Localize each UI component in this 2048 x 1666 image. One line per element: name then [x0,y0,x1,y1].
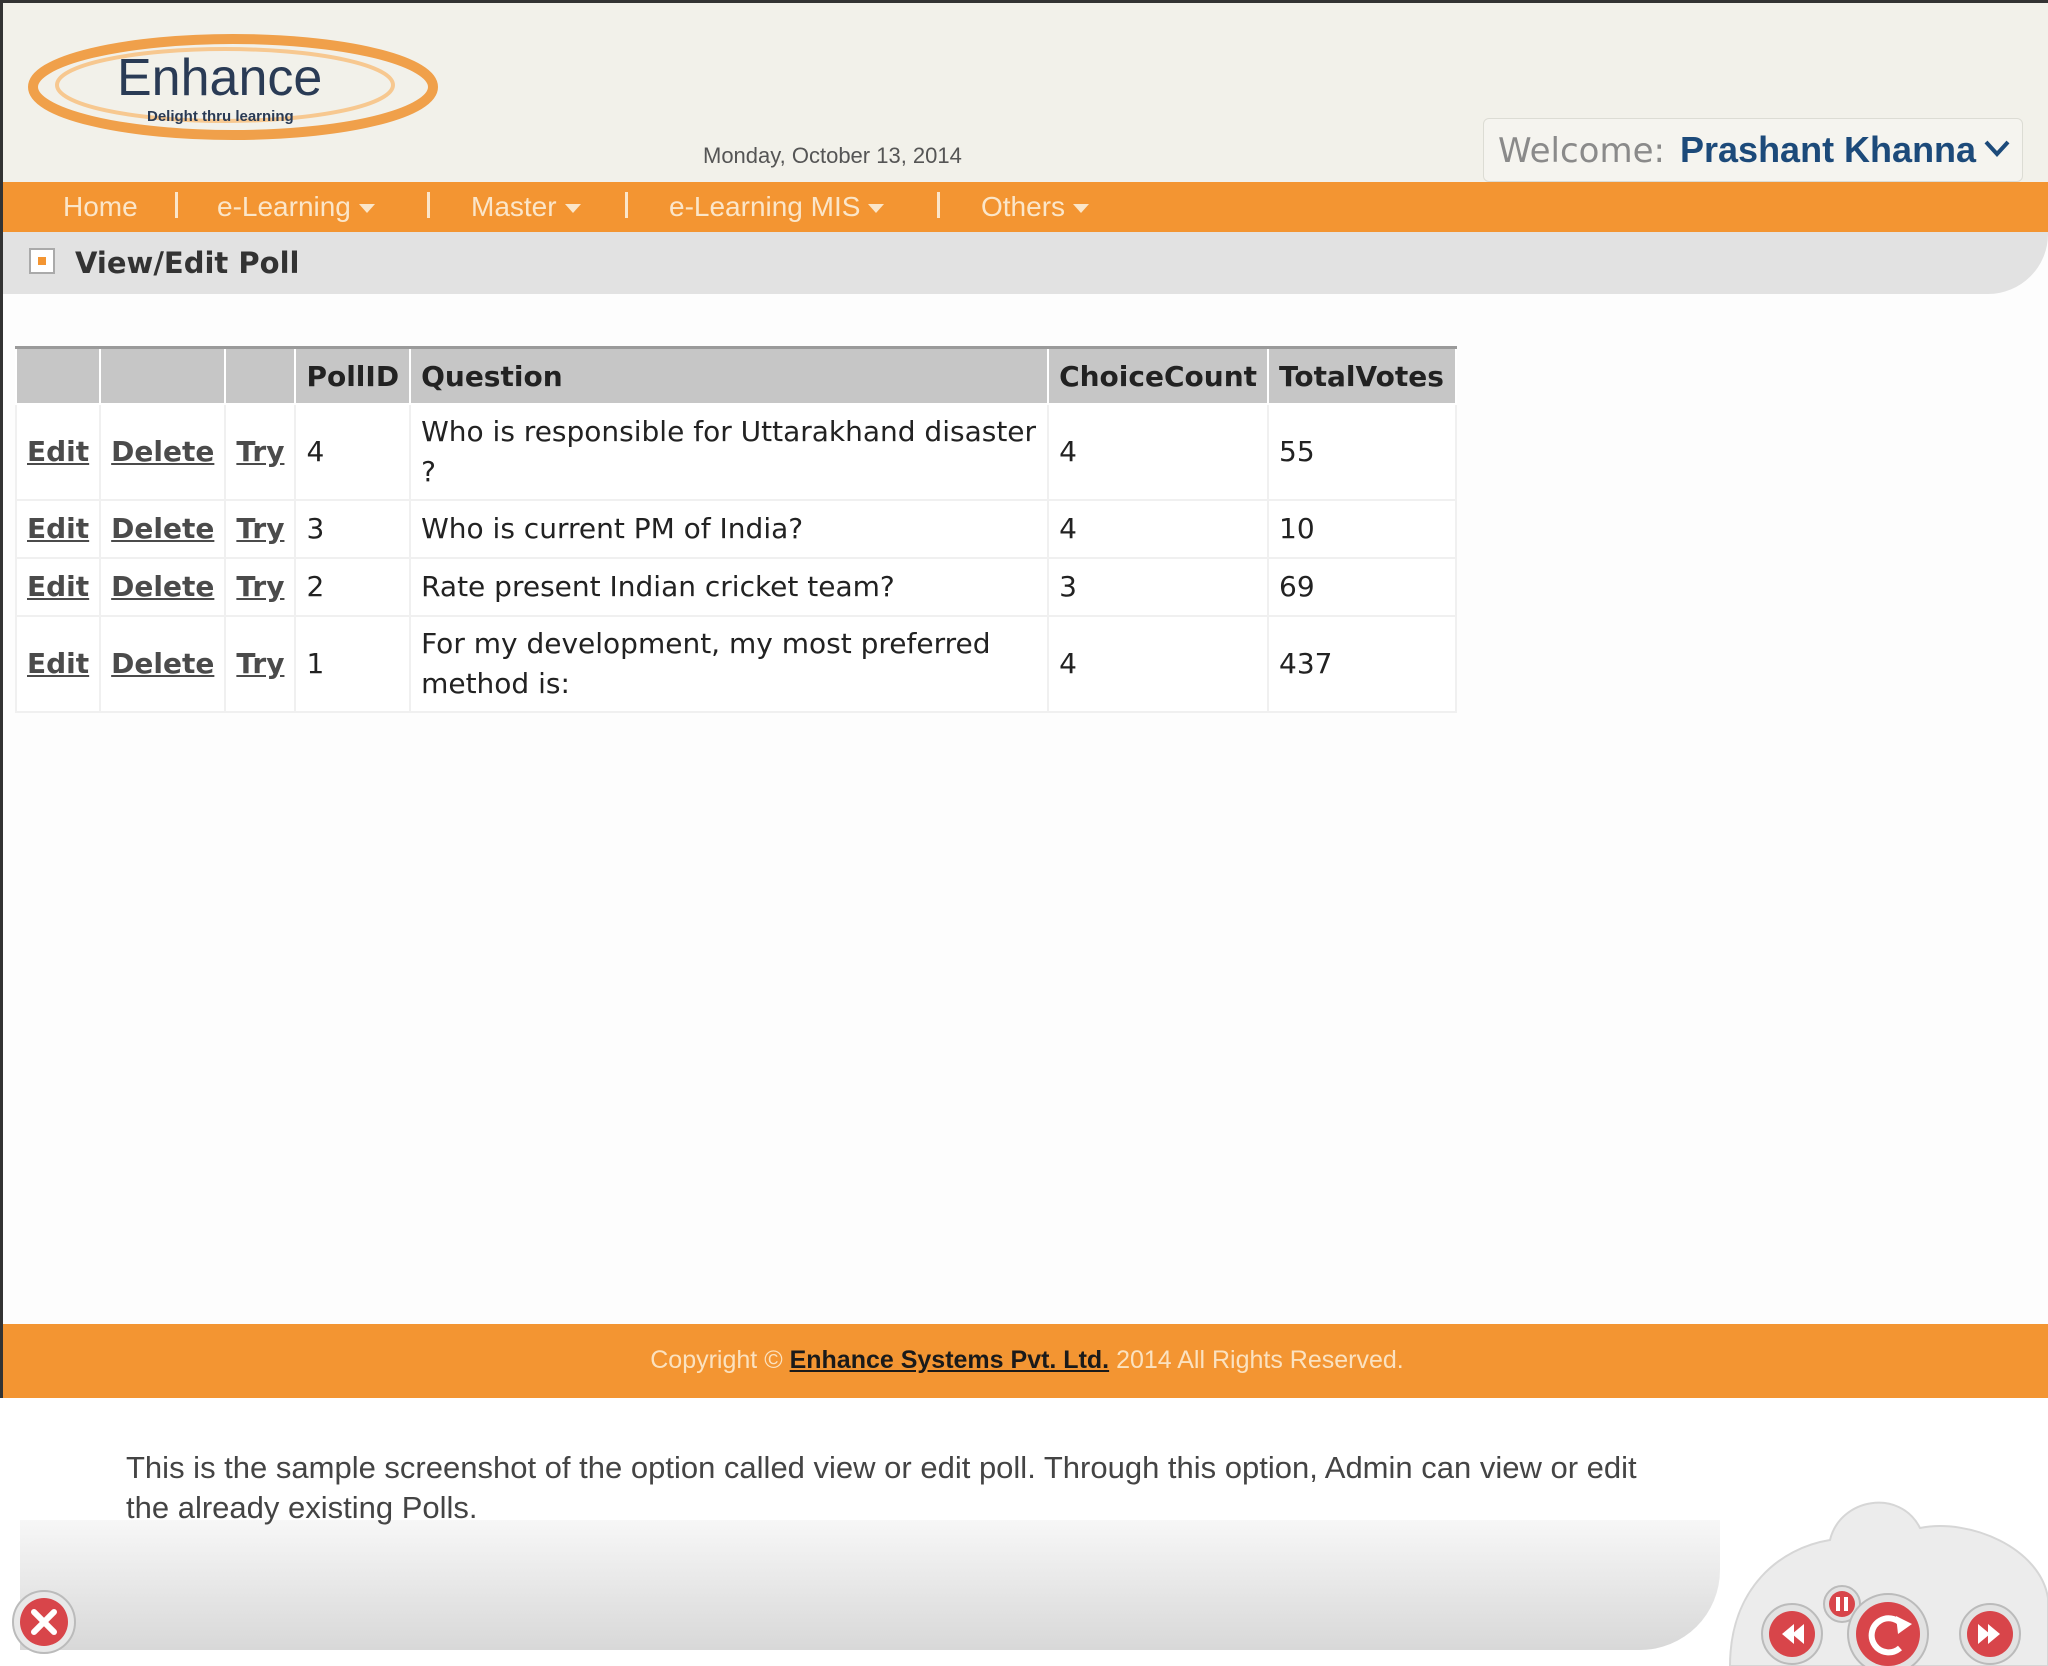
caption-area [0,1398,2048,1666]
total-votes: 437 [1268,616,1456,712]
poll-id: 1 [295,616,410,712]
choice-count: 4 [1048,500,1268,558]
delete-cell [100,500,225,558]
enhance-logo[interactable] [25,31,441,143]
nav-item-e-learning[interactable]: e-Learning [217,191,375,223]
rewind-icon[interactable] [1762,1604,1822,1664]
page-title: View/Edit Poll [75,246,300,280]
edit-cell [16,616,100,712]
caret-down-icon [565,204,581,213]
try-link[interactable]: Try [236,570,285,603]
table-row [16,500,1456,558]
nav-separator [175,192,178,218]
edit-link[interactable]: Edit [27,570,90,603]
edit-cell [16,500,100,558]
edit-link[interactable]: Edit [27,435,90,468]
table-row [16,404,1456,500]
try-link[interactable]: Try [236,647,285,680]
try-link[interactable]: Try [236,435,285,468]
edit-link[interactable]: Edit [27,647,90,680]
choice-count: 4 [1048,616,1268,712]
poll-question: For my development, my most preferred method is: [410,616,1048,712]
welcome-label: Welcome: [1498,131,1665,171]
column-header-delete [100,348,225,405]
column-header-pollid: PollID [295,348,410,405]
total-votes: 55 [1268,404,1456,500]
user-menu[interactable] [1483,118,2023,182]
column-header-edit [16,348,100,405]
delete-link[interactable]: Delete [111,647,215,680]
delete-link[interactable]: Delete [111,512,215,545]
close-icon[interactable] [10,1588,78,1656]
delete-cell [100,558,225,616]
try-cell [225,404,295,500]
try-cell [225,558,295,616]
poll-question: Rate present Indian cricket team? [410,558,1048,616]
logo-text: Enhance [117,49,323,107]
poll-id: 2 [295,558,410,616]
caption-text: This is the sample screenshot of the option called view or edit poll. Through this option, Admin can view or edit the already existing Polls. [126,1450,1637,1525]
replay-icon[interactable] [1848,1594,1928,1666]
nav-separator [427,192,430,218]
nav-item-others[interactable]: Others [981,191,1089,223]
delete-link[interactable]: Delete [111,570,215,603]
nav-item-home[interactable]: Home [63,191,138,222]
column-header-question: Question [410,348,1048,405]
total-votes: 69 [1268,558,1456,616]
company-link[interactable]: Enhance Systems Pvt. Ltd. [789,1346,1110,1374]
choice-count: 3 [1048,558,1268,616]
table-header-row [16,348,1456,405]
poll-id: 4 [295,404,410,500]
chevron-down-icon[interactable] [1982,133,2012,163]
page-icon [29,248,55,274]
page-header [0,232,2048,294]
choice-count: 4 [1048,404,1268,500]
delete-link[interactable]: Delete [111,435,215,468]
column-header-try [225,348,295,405]
table-row [16,616,1456,712]
logo-tagline: Delight thru learning [147,108,294,125]
user-name: Prashant Khanna [1680,129,1977,170]
caret-down-icon [359,204,375,213]
media-player-controls [1720,1478,2048,1666]
nav-item-e-learning-mis[interactable]: e-Learning MIS [669,191,884,223]
edit-link[interactable]: Edit [27,512,90,545]
nav-separator [625,192,628,218]
forward-icon[interactable] [1960,1604,2020,1664]
try-link[interactable]: Try [236,512,285,545]
column-header-totalvotes: TotalVotes [1268,348,1456,405]
try-cell [225,616,295,712]
nav-item-master[interactable]: Master [471,191,581,223]
current-date: Monday, October 13, 2014 [703,143,962,168]
nav-separator [937,192,940,218]
poll-question: Who is current PM of India? [410,500,1048,558]
copyright-suffix: 2014 All Rights Reserved. [1116,1346,1404,1374]
column-header-choicecount: ChoiceCount [1048,348,1268,405]
edit-cell [16,558,100,616]
copyright [3,1346,2048,1375]
total-votes: 10 [1268,500,1456,558]
main-nav [0,182,2048,232]
delete-cell [100,616,225,712]
footer [0,1324,2048,1398]
header [0,0,2048,182]
edit-cell [16,404,100,500]
caption-background [20,1520,1720,1650]
table-row [16,558,1456,616]
caret-down-icon [1073,204,1089,213]
poll-question: Who is responsible for Uttarakhand disaster ? [410,404,1048,500]
poll-table [15,346,1457,713]
try-cell [225,500,295,558]
poll-id: 3 [295,500,410,558]
caret-down-icon [868,204,884,213]
delete-cell [100,404,225,500]
copyright-prefix: Copyright © [650,1346,783,1374]
main-content [0,294,2048,1324]
